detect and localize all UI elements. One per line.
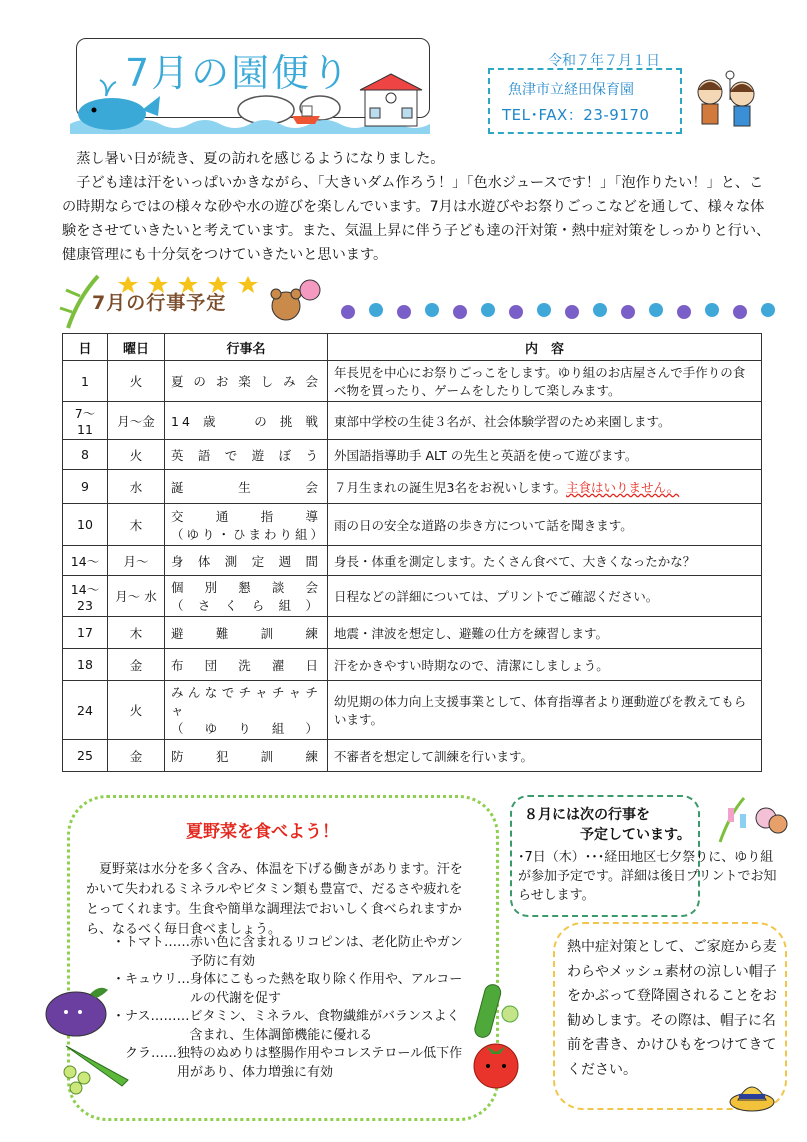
event-cell [165,681,328,740]
event-group: （ゆり・ひまわり組） [171,526,327,542]
weekday-cell [108,617,165,649]
august-body: ･7日（木）･･･経田地区七夕祭りに、ゆり組が参加予定です。詳細は後日プリントでお知らせします。 [518,850,777,903]
column-header: 日 [63,334,108,361]
nursery-tel: TEL･FAX：23-9170 [502,106,650,124]
weekday-cell [108,546,165,576]
content-cell [328,361,762,402]
event-cell [165,546,328,576]
content-cell [328,440,762,470]
content-cell [328,576,762,617]
cucumber-tomato-illustration [466,978,536,1090]
weekday-text: 月～ [123,553,149,569]
vegetable-name: ・トマト…… [112,935,191,950]
day-text: 14～ [70,553,100,569]
straw-hat-icon [728,1074,778,1114]
event-cell [165,740,328,772]
event-cell [165,440,328,470]
weekday-text: 月～金 [117,413,155,429]
event-name: みんなでチャチャチャ [171,685,321,718]
content-cell [328,470,762,504]
weekday-text: 火 [129,374,143,389]
table-header-row [63,334,762,361]
day-cell [63,470,108,504]
vegetable-desc: 赤い色に含まれるリコピンは、老化防止やガン予防に有効 [190,935,463,969]
list-item [112,1045,472,1082]
day-text: 18 [77,657,93,672]
tanabata-illustration [710,794,790,844]
content-cell [328,504,762,546]
intro-paragraph: 蒸し暑い日が続き、夏の訪れを感じるようになりました。 [62,151,445,167]
event-name: 防犯訓練 [171,748,321,764]
tomato-icon [474,1044,518,1088]
school-icon [360,74,422,126]
event-name: 身体測定週間 [171,553,321,569]
event-group: （さくら組） [171,598,321,613]
vegetable-desc: ビタミン、ミネラル、食物繊維がバランスよく含まれ、生体調節機能に優れる [189,1009,460,1043]
content-text: 地震・津波を想定し、避難の仕方を練習します。 [334,625,609,641]
table-row [63,361,762,402]
event-name: 英語で遊ぼう [171,447,321,463]
day-cell [63,617,108,649]
event-cell [165,470,328,504]
day-text: 25 [77,748,93,763]
day-cell [63,402,108,440]
content-text: 東部中学校の生徒３名が、社会体験学習のため来園します。 [334,413,671,429]
weekday-cell [108,402,165,440]
table-row [63,504,762,546]
intro-paragraph: 子ども達は汗をいっぱいかきながら、「大きいダム作ろう！」「色水ジュースです！」「泡作りたい！」と、この時期ならではの様々な砂や水の遊びを楽しんでいます。7月は水遊びやお祭りごっこなどを通して、様々な体験をさせていきたいと考えています。また、気温上昇に伴う子ども達の汗対策・熱中症対策をしっかりと行い、健康管理にも十分気をつけていきたいと思います。 [62,175,771,263]
weekday-cell [108,470,165,504]
event-cell [165,361,328,402]
content-cell [328,740,762,772]
day-text: 7～11 [74,406,96,437]
day-cell [63,546,108,576]
day-cell [63,361,108,402]
content-cell [328,649,762,681]
eggplant-okra-illustration [36,980,136,1110]
weekday-cell [108,681,165,740]
event-cell [165,402,328,440]
event-name: 交通指導 [171,508,321,524]
table-row [63,440,762,470]
table-row [63,470,762,504]
august-heading: ８月には次の行事を [524,807,650,823]
weekday-cell [108,504,165,546]
content-cell [328,617,762,649]
content-cell [328,402,762,440]
table-row [63,740,762,772]
vegetable-body: 夏野菜は水分を多く含み、体温を下げる働きがあります。汗をかいて失われるミネラルやビタミン類も豊富で、だるさや疲れをとってくれます。生食や簡単な調理法でおいしく食べられますから、なるべく毎日食べましょう。 [86,862,463,937]
day-text: 8 [81,447,89,462]
event-group: （ゆり組） [171,721,321,736]
schedule-title: 7月の行事予定 [92,292,227,314]
day-text: 14～ 23 [70,581,100,613]
weekday-cell [108,361,165,402]
day-text: 9 [81,479,89,494]
schedule-table [62,333,762,772]
day-cell [63,504,108,546]
content-text: 汗をかきやすい時期なので、清潔にしましょう。 [334,657,609,673]
event-name: 夏のお楽しみ会 [171,374,321,389]
weekday-text: 火 [129,703,143,718]
okra-icon [64,1046,128,1094]
content-text: 日程などの詳細については、プリントでご確認ください。 [334,589,659,604]
vegetable-title: 夏野菜を食べよう！ [186,822,339,842]
vegetable-desc: 独特のぬめりは整腸作用やコレステロール低下作用があり、体力増強に有効 [177,1046,463,1080]
heat-notice-text: 熱中症対策として、ご家庭から麦わらやメッシュ素材の涼しい帽子をかぶって登降園されることをお勧めします。その際は、帽子に名前を書き、かけひもをつけてきてください。 [567,939,777,1078]
weekday-text: 木 [129,625,143,641]
table-row [63,402,762,440]
content-text: 年長児を中心にお祭りごっこをします。ゆり組のお店屋さんで手作りの食べ物を買ったり、ゲームをしたりして楽しみます。 [334,365,746,398]
day-text: 10 [77,517,93,532]
weekday-cell [108,649,165,681]
event-name: 誕 生 会 [171,479,321,495]
list-item [112,1008,472,1045]
morning-glory-garland [341,303,775,319]
weekday-text: 火 [129,447,143,463]
weekday-cell [108,740,165,772]
column-header: 内 容 [328,334,762,361]
event-name: 避難訓練 [171,625,321,641]
weekday-text: 月～ 水 [115,589,157,604]
table-row [63,617,762,649]
content-text: 雨の日の安全な道路の歩き方について話を聞きます。 [334,517,633,533]
event-name: 個別懇談会 [171,580,321,595]
vegetable-name: クラ…… [112,1046,178,1061]
weekday-text: 金 [129,657,143,673]
vegetable-desc: 身体にこもった熱を取り除く作用や、アルコールの代謝を促す [190,972,463,1006]
event-name: 布団洗濯日 [171,657,321,673]
day-cell [63,649,108,681]
vegetable-list [112,934,472,1082]
day-cell [63,440,108,470]
day-text: 17 [77,625,93,640]
vegetable-name: ・キュウリ… [112,972,191,987]
vegetable-name: ・ナス……… [112,1009,190,1024]
content-text: 身長・体重を測定します。たくさん食べて、大きくなったかな？ [334,553,696,569]
list-item [112,934,472,971]
weekday-text: 木 [129,517,143,533]
content-text: 不審者を想定して訓練を行います。 [334,748,534,764]
bear-icon [271,280,320,320]
weekday-text: 金 [129,748,143,764]
weekday-cell [108,440,165,470]
list-item [112,971,472,1008]
eggplant-icon [46,988,108,1036]
event-cell [165,649,328,681]
day-text: 1 [81,373,89,389]
nursery-name: 魚津市立経田保育園 [508,82,634,98]
table-row [63,681,762,740]
content-text: 外国語指導助手 ALT の先生と英語を使って遊びます。 [334,447,638,463]
event-cell [165,617,328,649]
table-row [63,576,762,617]
content-text: 幼児期の体力向上支援事業として、体育指導者より運動遊びを教えてもらいます。 [334,694,747,727]
content-cell [328,681,762,740]
weekday-cell [108,576,165,617]
event-cell [165,576,328,617]
intro-text [62,147,774,267]
content-cell [328,546,762,576]
day-cell [63,740,108,772]
column-header: 行事名 [165,334,328,361]
column-header: 曜日 [108,334,165,361]
weekday-text: 水 [129,479,143,495]
day-cell [63,576,108,617]
event-name: 14歳 の挑戦 [171,413,321,429]
cucumber-icon [473,983,518,1039]
newsletter-title: 7月の園便り [125,51,352,95]
event-cell [165,504,328,546]
children-illustration [690,70,770,132]
content-note: 主食はいりません。 [565,479,680,495]
issue-date: 令和７年７月１日 [548,53,660,69]
august-heading: 予定しています。 [580,827,691,843]
content-text: ７月生まれの誕生児3名をお祝いします。 [334,479,566,495]
day-cell [63,681,108,740]
table-row [63,546,762,576]
day-text: 24 [77,702,93,718]
table-row [63,649,762,681]
